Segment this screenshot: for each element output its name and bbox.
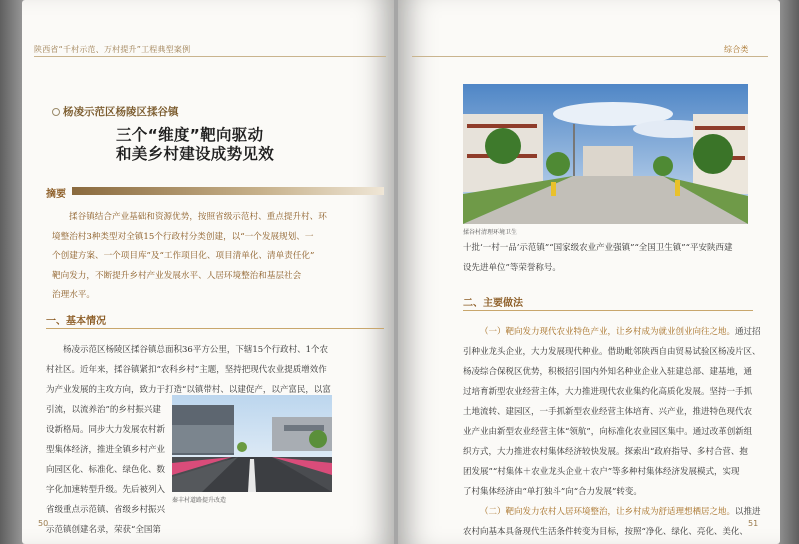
section2-rule — [463, 310, 753, 311]
abstract-heading: 摘要 — [46, 189, 66, 200]
body-line: 设先进单位”等荣誉称号。 — [463, 263, 561, 273]
abstract-line: 靶向发力，不断提升乡村产业发展水平、人居环境整治和基层社会 — [52, 270, 302, 281]
body-line: 字化加速转型升级。先后被列入 — [46, 485, 166, 495]
village-photo-image — [463, 84, 748, 224]
body-line: 业产业由新型农业经营主体“领航”，向标准化农业园区集中。通过改革创新组 — [463, 427, 753, 437]
body-line: 型集体经济，推进全镇乡村产业 — [46, 445, 166, 455]
abstract-text — [52, 208, 364, 306]
running-head-rule-right — [412, 56, 768, 57]
body-line: 省级重点示范镇、省级乡村振兴 — [46, 505, 166, 515]
village-photo-caption: 揉谷村清理环境卫生 — [463, 229, 518, 236]
body-line: 引流，以流养治”的乡村振兴建 — [46, 405, 161, 415]
subsection2-lead-tail: 以推进 — [735, 507, 761, 517]
page-number-right: 51 — [748, 519, 759, 528]
body-line: 过培育新型农业经营主体，大力推进现代农业集约化高质化发展。坚持一手抓 — [463, 387, 753, 397]
body-line: 十批‘一村一品’示范镇”“国家级农业产业强镇”“全国卫生镇”“平安陕西建 — [463, 243, 733, 253]
subsection1-lead-tail: 通过招 — [735, 327, 761, 337]
body-line: 了村集体经济由“单打独斗”向“合力发展”转变。 — [463, 487, 642, 497]
location-label — [52, 104, 179, 119]
subsection1-lead: （一）靶向发力现代农业特色产业，让乡村成为就业创业向往之地。 — [480, 327, 736, 337]
abstract-line: 治理水平。 — [52, 290, 95, 301]
running-head-rule — [34, 56, 386, 57]
abstract-bar — [72, 187, 384, 195]
body-line: 农村向基本具备现代生活条件转变为目标，按照“净化、绿化、亮化、美化、 — [463, 527, 748, 537]
section2-heading: 二、主要做法 — [463, 298, 523, 309]
body-line: 引种业龙头企业，大力发展现代种业。借助毗邻陕西自由贸易试验区杨凌片区、 — [463, 347, 761, 357]
body-line: 杨凌综合保税区优势，积极招引国内外知名种业企业入驻建总部、建基地，通 — [463, 367, 753, 377]
body-line: 村社区。近年来，揉谷镇紧扣“农科乡村”主题，坚持把现代农业提质增效作 — [46, 365, 327, 375]
body-line: 土地流转、建园区，一手抓新型农业经营主体培育、兴产业，推进特色现代农 — [463, 407, 753, 417]
abstract-line: 境整治村3种类型对全镇15个行政村分类创建，以“一个发展规划、一 — [52, 231, 314, 242]
road-photo-image — [172, 395, 332, 492]
road-photo-caption: 秦丰村道路提升改造 — [172, 497, 227, 504]
body-line: 向园区化、标准化、绿色化、数 — [46, 465, 166, 475]
location-bullet-icon — [52, 108, 60, 116]
right-page — [398, 0, 780, 544]
location-text: 杨凌示范区杨陵区揉谷镇 — [63, 106, 179, 118]
body-line: 杨凌示范区杨陵区揉谷镇总面积36平方公里，下辖15个行政村、1个农 — [63, 345, 329, 355]
body-line: 示范镇创建名录，荣获“全国第 — [46, 525, 161, 535]
body-line: 为产业发展的主攻方向，致力于打造“以镇带村、以建促产，以产富民，以富 — [46, 385, 331, 395]
left-page — [22, 0, 394, 544]
abstract-line: 个创建方案、一个项目库”及“工作项目化、项目清单化、清单责任化” — [52, 251, 315, 262]
section1-rule — [46, 328, 384, 329]
running-head-left: 陕西省“千村示范、万村提升”工程典型案例 — [34, 45, 191, 54]
continued-text — [463, 238, 763, 278]
main-approach-text — [463, 322, 763, 542]
abstract-line: 揉谷镇结合产业基础和资源优势，按照省级示范村、重点提升村、环 — [69, 212, 327, 222]
body-line: 设新格局。同步大力发展农村新 — [46, 425, 166, 435]
running-head-right: 综合类 — [724, 45, 749, 54]
article-title-line2: 和美乡村建设成势见效 — [116, 145, 275, 163]
road-photo — [172, 395, 332, 492]
body-line: 织方式，大力推进农村集体经济较快发展。探索出“政府指导、多村合营、抱 — [463, 447, 748, 457]
article-title-line1: 三个“维度”靶向驱动 — [116, 126, 264, 144]
body-line: 团发展”“村集体＋农业龙头企业＋农户”等多种村集体经济发展模式，实现 — [463, 467, 740, 477]
section1-heading: 一、基本情况 — [46, 316, 106, 327]
body-wide — [46, 340, 376, 360]
subsection2-lead: （二）靶向发力农村人居环境整治，让乡村成为舒适理想栖居之地。 — [480, 507, 736, 517]
page-number-left: 50 — [38, 519, 49, 528]
village-photo — [463, 84, 748, 224]
